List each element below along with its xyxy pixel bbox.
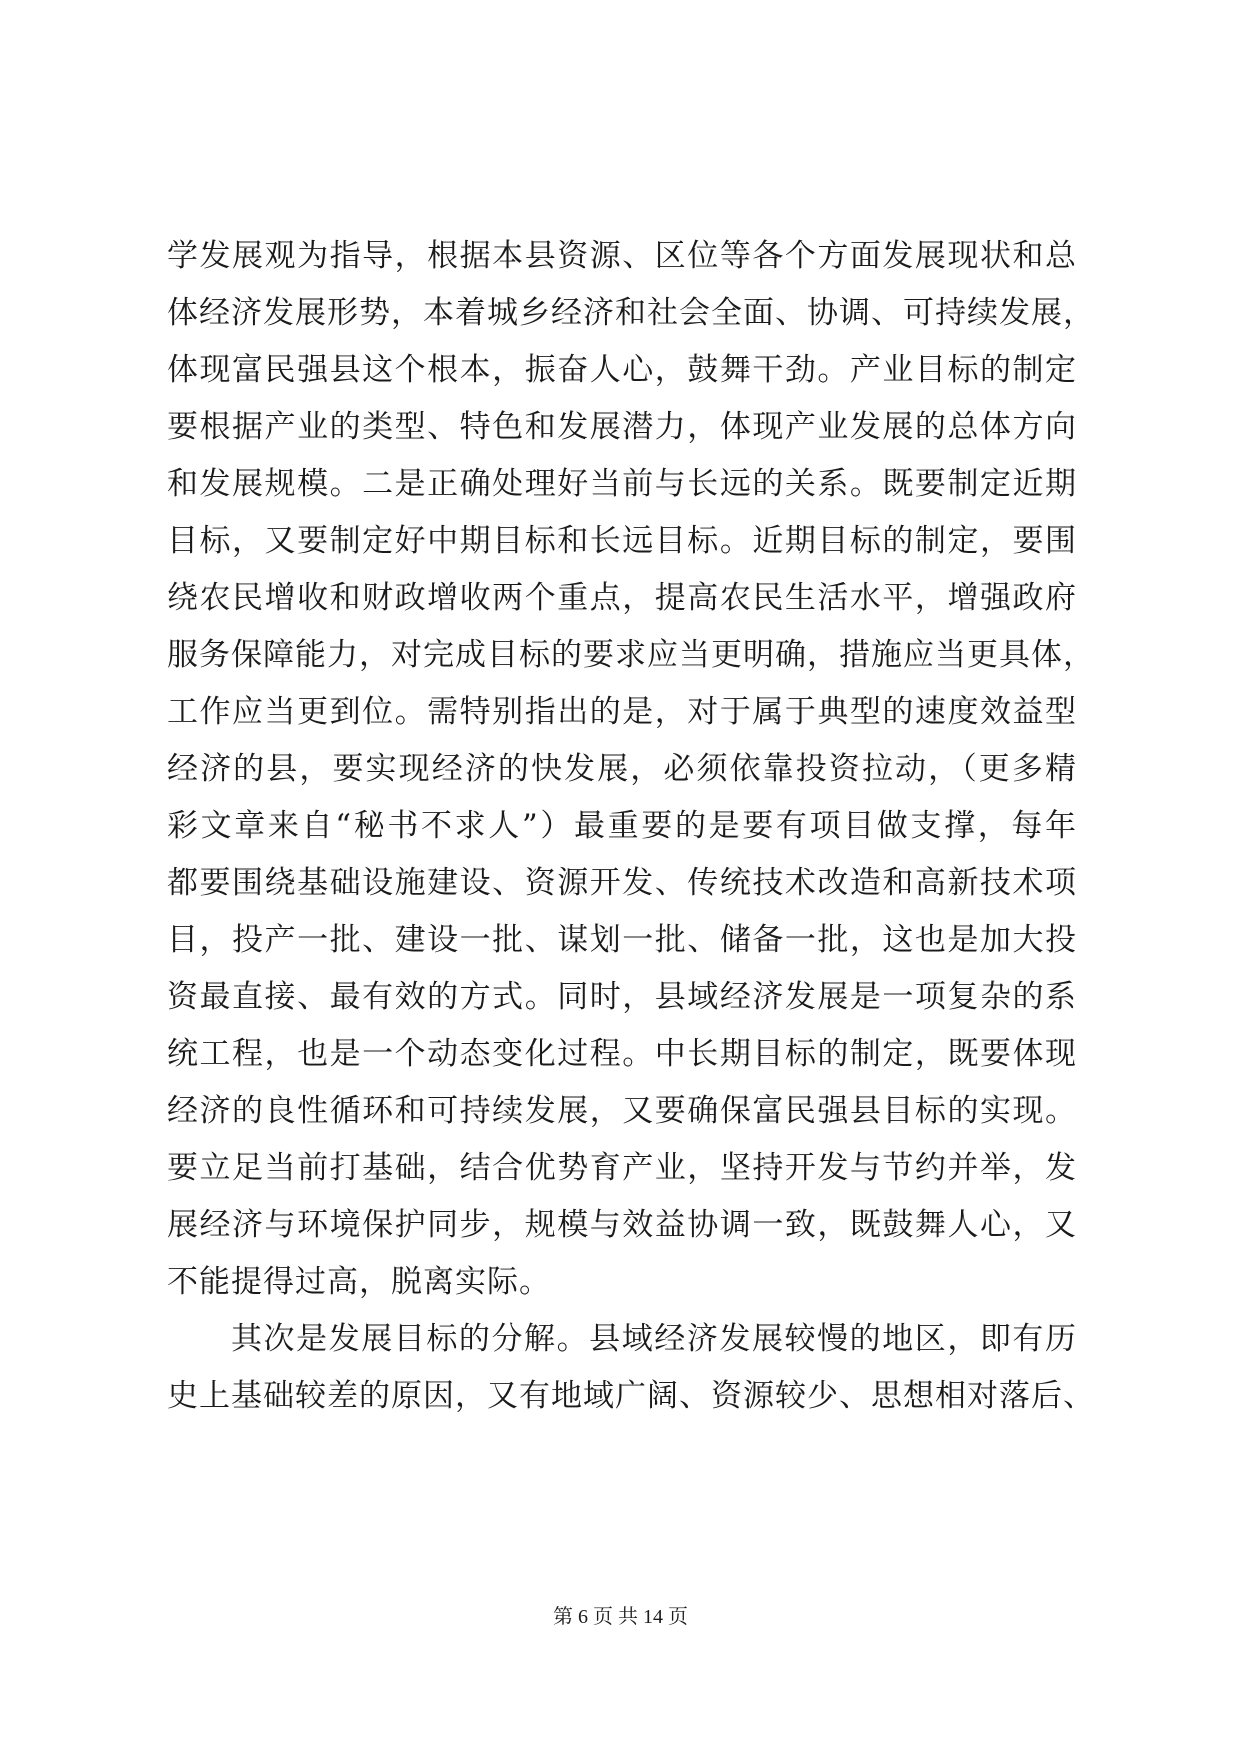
text-line: 彩文章来自“秘书不求人”）最重要的是要有项目做支撑，每年	[167, 808, 1077, 844]
body-text	[167, 228, 1095, 1425]
text-line: 目，投产一批、建设一批、谋划一批、储备一批，这也是加大投	[167, 922, 1077, 958]
text-line: 其次是发展目标的分解。县域经济发展较慢的地区，即有历	[231, 1321, 1077, 1357]
paragraph	[167, 228, 1095, 1311]
text-line: 都要围绕基础设施建设、资源开发、传统技术改造和高新技术项	[167, 865, 1077, 901]
text-line: 绕农民增收和财政增收两个重点，提高农民生活水平，增强政府	[167, 580, 1077, 616]
text-line: 工作应当更到位。需特别指出的是，对于属于典型的速度效益型	[167, 694, 1077, 730]
text-line: 资最直接、最有效的方式。同时，县域经济发展是一项复杂的系	[167, 979, 1077, 1015]
text-line: 史上基础较差的原因，又有地域广阔、资源较少、思想相对落后、	[167, 1378, 1095, 1414]
text-line: 经济的良性循环和可持续发展，又要确保富民强县目标的实现。	[167, 1093, 1077, 1129]
text-line: 不能提得过高，脱离实际。	[167, 1264, 551, 1300]
text-line: 要根据产业的类型、特色和发展潜力，体现产业发展的总体方向	[167, 409, 1077, 445]
text-line: 体经济发展形势，本着城乡经济和社会全面、协调、可持续发展，	[167, 295, 1095, 331]
text-line: 服务保障能力，对完成目标的要求应当更明确，措施应当更具体，	[167, 637, 1095, 673]
text-line: 和发展规模。二是正确处理好当前与长远的关系。既要制定近期	[167, 466, 1077, 502]
text-line: 要立足当前打基础，结合优势育产业，坚持开发与节约并举，发	[167, 1150, 1077, 1186]
text-line: 统工程，也是一个动态变化过程。中长期目标的制定，既要体现	[167, 1036, 1077, 1072]
text-line: 目标，又要制定好中期目标和长远目标。近期目标的制定，要围	[167, 523, 1077, 559]
paragraph	[167, 1311, 1095, 1425]
page-footer: 第 6 页 共 14 页	[553, 1606, 688, 1628]
text-line: 体现富民强县这个根本，振奋人心，鼓舞干劲。产业目标的制定	[167, 352, 1077, 388]
text-line: 经济的县，要实现经济的快发展，必须依靠投资拉动，（更多精	[167, 751, 1077, 787]
text-line: 学发展观为指导，根据本县资源、区位等各个方面发展现状和总	[167, 238, 1077, 274]
text-line: 展经济与环境保护同步，规模与效益协调一致，既鼓舞人心，又	[167, 1207, 1077, 1243]
